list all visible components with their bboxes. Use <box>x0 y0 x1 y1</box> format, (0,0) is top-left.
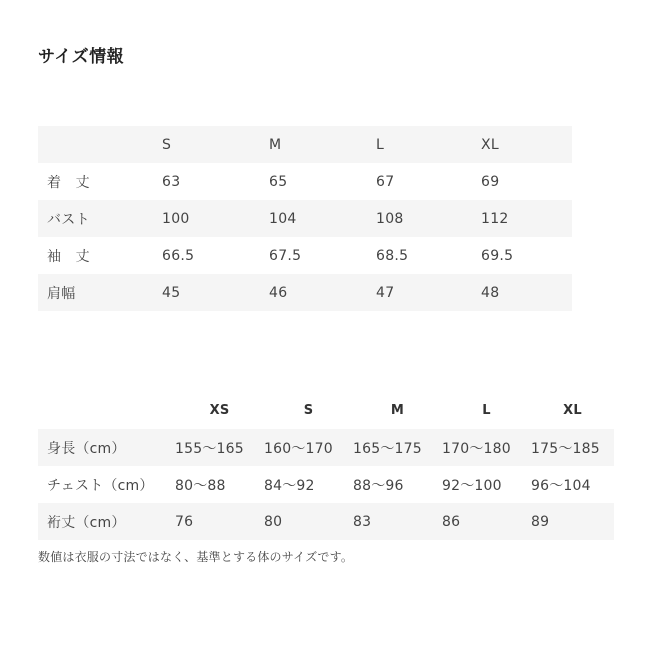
table-cell: 46 <box>269 274 376 311</box>
header-cell-s: S <box>162 126 269 163</box>
table-cell: 67.5 <box>269 247 302 264</box>
header-cell-m: M <box>390 403 405 418</box>
table-row <box>38 163 572 200</box>
header-cell-m: M <box>269 126 376 163</box>
table-cell: 65 <box>269 173 288 190</box>
garment-size-table <box>38 126 572 311</box>
row-label: バスト <box>38 200 162 237</box>
table-row <box>38 274 572 311</box>
table-cell: 45 <box>162 274 269 311</box>
header-cell <box>38 392 175 429</box>
body-size-table <box>38 392 614 540</box>
table-row <box>38 429 614 466</box>
row-label: 身長（cm） <box>38 429 175 466</box>
header-cell-l: L <box>376 126 481 163</box>
table-cell: 160〜170 <box>264 429 353 466</box>
table-header-row <box>38 126 572 163</box>
table-cell: 155〜165 <box>175 429 264 466</box>
table-row <box>38 237 572 274</box>
row-label: 裄丈（cm） <box>38 503 175 540</box>
table-cell: 67 <box>376 173 395 190</box>
table-row <box>38 503 614 540</box>
table-cell: 112 <box>481 200 572 237</box>
table-cell: 92〜100 <box>442 477 502 494</box>
table-cell: 83 <box>353 503 442 540</box>
header-cell-xl: XL <box>563 403 582 418</box>
table-cell: 66.5 <box>162 247 195 264</box>
page-title: サイズ情報 <box>38 47 125 67</box>
table-cell: 68.5 <box>376 247 409 264</box>
table-cell: 104 <box>269 200 376 237</box>
row-label: 袖 丈 <box>47 248 90 265</box>
table-cell: 76 <box>175 503 264 540</box>
header-cell <box>38 126 162 163</box>
table-cell: 165〜175 <box>353 429 442 466</box>
table-cell: 63 <box>162 173 181 190</box>
header-cell-xl: XL <box>481 126 572 163</box>
header-cell-l: L <box>482 403 491 418</box>
table-cell: 84〜92 <box>264 477 315 494</box>
table-cell: 108 <box>376 200 481 237</box>
table-cell: 86 <box>442 503 531 540</box>
header-cell-xs: XS <box>209 403 230 418</box>
row-label: 肩幅 <box>38 274 162 311</box>
table-row <box>38 466 614 503</box>
table-cell: 80 <box>264 503 353 540</box>
table-cell: 47 <box>376 274 481 311</box>
table-cell: 96〜104 <box>531 477 591 494</box>
table-cell: 69.5 <box>481 247 514 264</box>
table-row <box>38 200 572 237</box>
table-cell: 80〜88 <box>175 477 226 494</box>
table-cell: 69 <box>481 173 500 190</box>
table-cell: 175〜185 <box>531 429 614 466</box>
table-cell: 170〜180 <box>442 429 531 466</box>
table-cell: 89 <box>531 503 614 540</box>
table-header-row <box>38 392 614 429</box>
table-cell: 88〜96 <box>353 477 404 494</box>
header-cell-s: S <box>303 403 314 418</box>
row-label: 着 丈 <box>47 174 90 191</box>
table-cell: 100 <box>162 200 269 237</box>
table-cell: 48 <box>481 274 572 311</box>
size-note: 数値は衣服の寸法ではなく、基準とする体のサイズです。 <box>38 550 354 564</box>
row-label: チェスト（cm） <box>47 477 154 494</box>
